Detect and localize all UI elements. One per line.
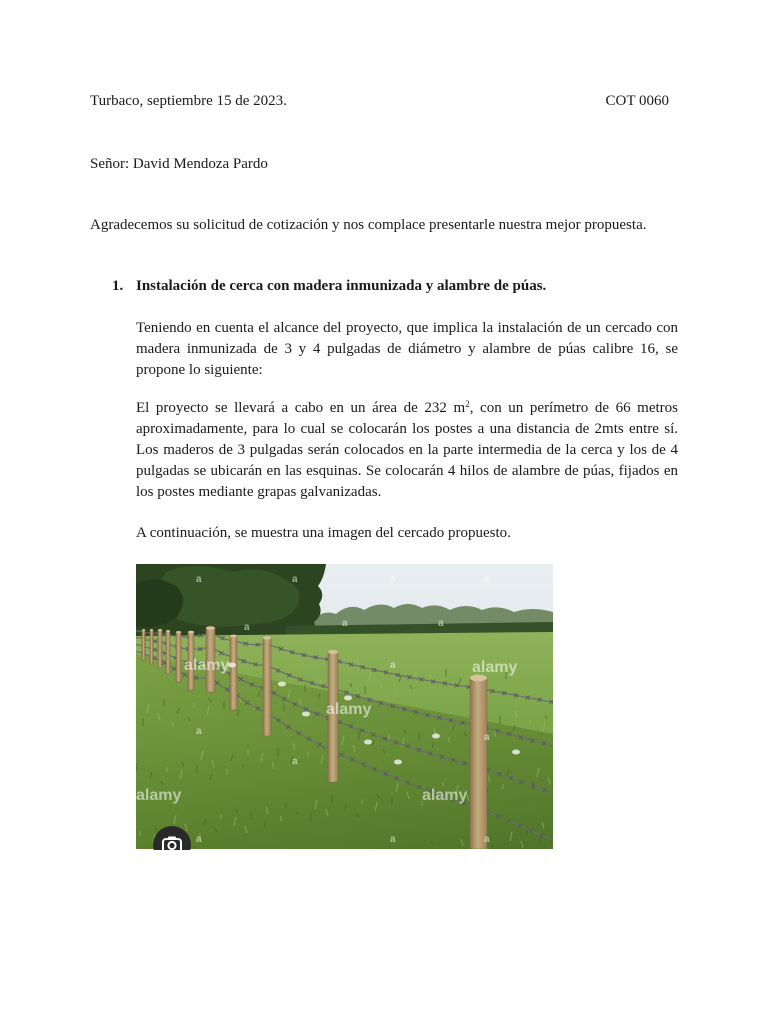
watermark-mark: a — [484, 574, 490, 585]
wool-tuft — [394, 760, 402, 765]
area-text: El proyecto se llevará a cabo en un área de 232 m — [136, 400, 466, 416]
watermark-mark: a — [484, 732, 490, 743]
watermark-mark: a — [438, 618, 444, 629]
fence-post-top — [188, 631, 194, 633]
wool-tuft — [278, 682, 286, 687]
watermark-mark: a — [292, 756, 298, 767]
visual-search-badge[interactable] — [153, 826, 191, 864]
fence-post — [158, 630, 162, 668]
fence-post — [150, 630, 153, 664]
scope-paragraph: Teniendo en cuenta el alcance del proyecto, que implica la instalación de un cercado con madera inmunizada de 3 y 4 pulgadas de diámetro y alambre de púas calibre 16, se propone lo siguiente: — [136, 320, 678, 378]
fence-post-top — [263, 636, 271, 639]
fence-post — [470, 678, 487, 849]
fence-post-top — [158, 629, 162, 631]
fence-post-top — [150, 629, 153, 631]
fence-post — [166, 631, 170, 674]
watermark-mark: a — [196, 726, 202, 737]
perimeter-text: , con un perímetro de 66 metros aproximadamente, para lo cual se colocarán los postes a una distancia de 2mts entre sí. Los maderos de 3 pulgadas serán colocados en la parte intermedia de la cerca y los de 4 pulgadas se ubicarán en las esquinas. Se colocarán 4 hilos de alambre de púas, fijados en los postes mediante grapas galvanizadas. — [136, 400, 679, 500]
wool-tuft — [302, 712, 310, 717]
fence-post — [142, 630, 145, 660]
section-number: 1. — [112, 278, 124, 294]
watermark-text: alamy — [184, 657, 230, 674]
watermark-mark: a — [484, 834, 490, 845]
watermark-mark: a — [196, 834, 202, 845]
wool-tuft — [432, 734, 440, 739]
recipient-line: Señor: David Mendoza Pardo — [90, 156, 268, 172]
watermark-text: alamy — [326, 701, 372, 718]
area-unit-superscript: 2 — [465, 399, 470, 409]
quote-reference: COT 0060 — [605, 93, 669, 109]
fence-post-top — [206, 626, 215, 630]
lens-camera-icon — [161, 834, 183, 856]
watermark-mark: a — [390, 834, 396, 845]
wool-tuft — [364, 740, 372, 745]
project-details-paragraph — [136, 398, 678, 503]
watermark-text: alamy — [472, 659, 518, 676]
section-title: Instalación de cerca con madera inmunizada y alambre de púas. — [136, 278, 547, 294]
watermark-mark: a — [244, 622, 250, 633]
fence-post-top — [230, 635, 237, 638]
watermark-text: alamy — [136, 787, 182, 804]
fence-photo-illustration — [136, 564, 553, 849]
watermark-mark: a — [342, 618, 348, 629]
fence-post — [176, 632, 181, 682]
watermark-mark: a — [390, 660, 396, 671]
fence-photo — [136, 564, 553, 849]
watermark-mark: a — [390, 574, 396, 585]
date-line: Turbaco, septiembre 15 de 2023. — [90, 93, 287, 109]
fence-post — [230, 636, 237, 710]
fence-post-top — [176, 631, 181, 633]
wool-tuft — [344, 696, 352, 701]
intro-paragraph: Agradecemos su solicitud de cotización y nos complace presentarle nuestra mejor propuesta. — [90, 217, 647, 233]
fence-post-top — [142, 629, 145, 631]
watermark-mark: a — [292, 574, 298, 585]
image-intro-paragraph: A continuación, se muestra una imagen del cercado propuesto. — [136, 525, 511, 541]
fence-post-top — [328, 650, 338, 654]
watermark-text: alamy — [422, 787, 468, 804]
fence-post-top — [166, 630, 170, 632]
fence-post — [263, 638, 271, 736]
watermark-mark: a — [196, 574, 202, 585]
wool-tuft — [512, 750, 520, 755]
section-heading — [112, 277, 546, 295]
